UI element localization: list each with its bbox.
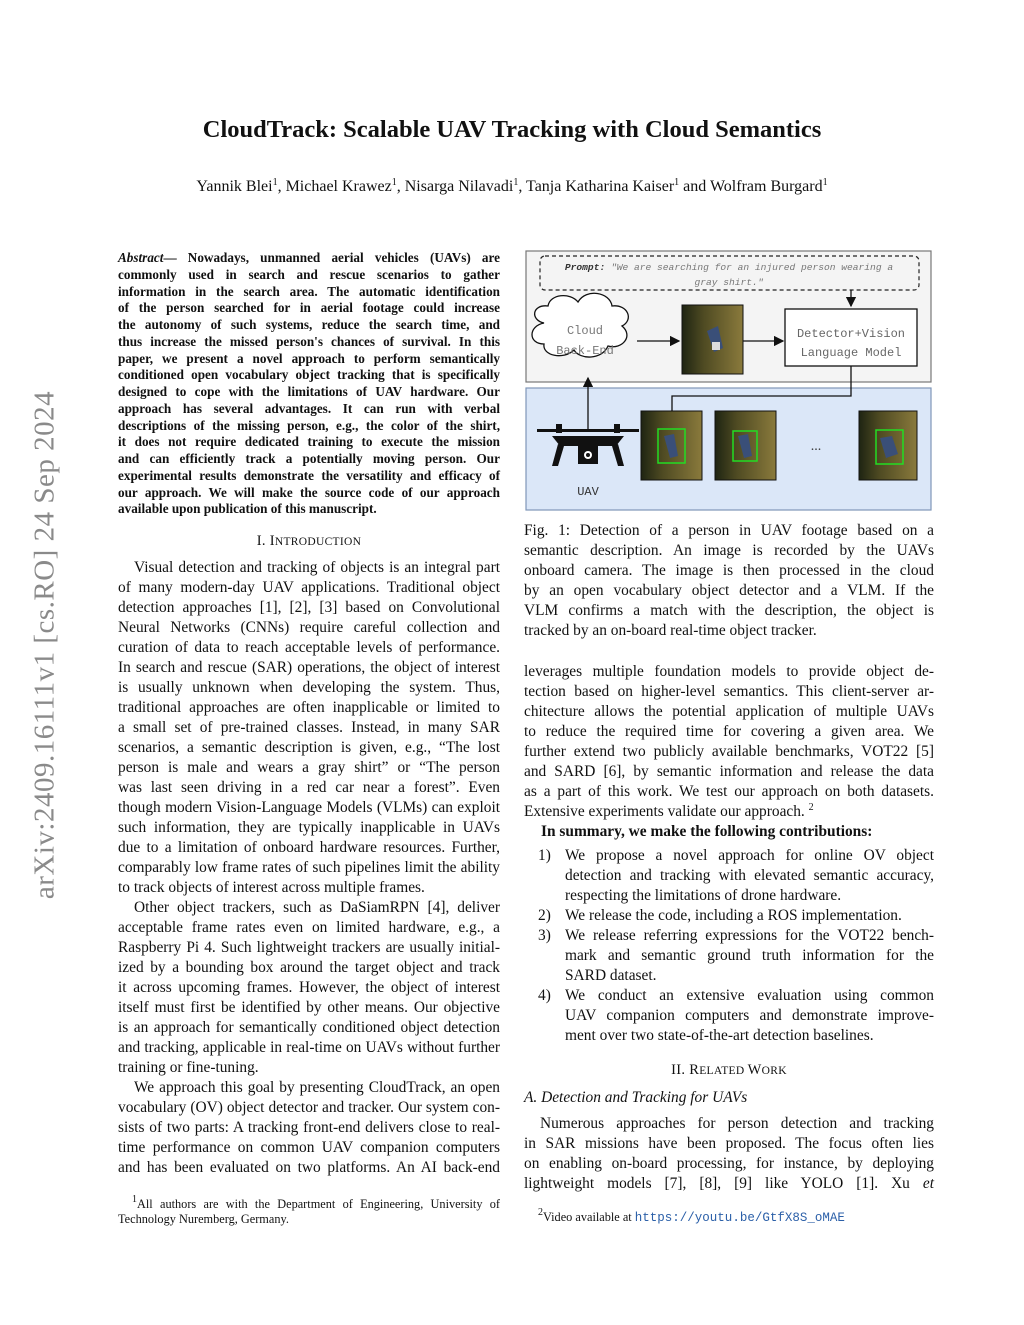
item-text (565, 926, 934, 986)
aerial-image (682, 305, 743, 374)
text-line: as a part of this work. We test our approach on both datasets. (524, 783, 934, 800)
text-line: acceptable frame rates even on limited hardware, e.g., a (118, 919, 500, 936)
item-number: 3) (538, 927, 551, 944)
item-number: 4) (538, 987, 551, 1004)
footnote-ref[interactable]: 2 (808, 802, 814, 813)
footnote-text: All authors are with the Department of Engineering, University of (137, 1197, 500, 1211)
text-line: Neural Networks (CNNs) require careful collection and (118, 619, 500, 636)
cloud-label: Cloud (566, 324, 604, 338)
text-line: further extend two publicly available benchmarks, VOT22 [5] (524, 743, 934, 760)
author-name: Tanja Katharina Kaiser (526, 178, 675, 195)
section-number: I. (256, 533, 270, 549)
prompt-line-1 (565, 262, 893, 273)
section-heading-introduction (118, 533, 500, 550)
footnote-marker: 1 (132, 1194, 137, 1205)
abstract-text: — Nowadays, unmanned aerial vehicles (UAVs) are (163, 250, 500, 265)
affiliation-marker: 1 (513, 177, 519, 188)
text-line: semantic description. An image is recorded by the UAVs (524, 542, 934, 559)
prompt-text: "We are searching for an injured person wearing a (610, 262, 894, 273)
affiliation-marker: 1 (272, 177, 278, 188)
abstract (118, 250, 500, 518)
text-line: Visual detection and tracking of objects is an integral part (134, 559, 500, 576)
heading-text: ORK (761, 1065, 787, 1077)
detector-label: Language Model (800, 346, 902, 360)
paragraph (118, 1078, 500, 1178)
text-line: time performance on common UAV companion computers (118, 1139, 500, 1156)
text-line: our approach. We will make the source code of our approach (118, 484, 500, 500)
author-name: Wolfram Burgard (709, 178, 823, 195)
text-line (524, 1174, 934, 1194)
text-line: We propose a novel approach for online OV object (565, 847, 934, 864)
text-line: commonly used in search and rescue scenarios to gather (118, 266, 500, 282)
text-line: Other object trackers, such as DaSiamRPN [4], deliver (134, 899, 500, 916)
item-text (565, 906, 934, 926)
text-line: the autonomy of such systems, reduce the search time, and (118, 317, 500, 332)
section-heading-related-work (524, 1062, 934, 1079)
abstract-body (118, 267, 500, 518)
text-line: Fig. 1: Detection of a person in UAV footage based on a (524, 522, 934, 539)
cloud-label: Back-End (556, 344, 614, 358)
detector-label: Detector+Vision (796, 327, 906, 341)
text-line (524, 802, 934, 822)
author-separator: , (518, 178, 527, 195)
contribution-item (524, 986, 934, 1046)
text-line: to track objects of interest across multiple frames. (118, 879, 425, 896)
text-line: was last seen driving in a red car near a forest”. Even (118, 779, 500, 796)
section-number: II. (671, 1062, 690, 1078)
author-name: Nisarga Nilavadi (404, 178, 514, 195)
text-line: conditioned open vocabulary object tracking that is specifically (118, 367, 500, 383)
footnote-video (524, 1207, 934, 1225)
text-line: We release referring expressions for the VOT22 bench- (565, 927, 934, 944)
figure-caption (524, 521, 934, 641)
text-line: information in the search area. The automatic identification (118, 283, 500, 299)
text-line: training or fine-tuning. (118, 1059, 259, 1076)
footnote-line (118, 1194, 500, 1212)
text-line: We release the code, including a ROS implementation. (565, 907, 902, 924)
heading-text: ELATED (699, 1065, 748, 1077)
text-line: chitecture allows the potential application of multiple UAVs (524, 703, 934, 720)
abstract-label: Abstract (118, 250, 164, 265)
paragraph (524, 662, 934, 822)
tracked-frame (641, 411, 702, 480)
prompt-line-2: gray shirt." (694, 277, 764, 288)
paragraph-lines (524, 1114, 934, 1174)
text-line: respecting the limitations of drone hardware. (565, 887, 842, 904)
text-line: paper, we present a novel approach to perform semantically (118, 350, 500, 366)
text-line: designed to cope with the limitations of UAV hardware. Our (118, 384, 500, 399)
text-line: mark and semantic ground truth information for the (565, 947, 934, 964)
text-line: a small set of pre-trained classes. Instead, in many SAR (118, 719, 500, 736)
affiliation-marker: 1 (391, 177, 397, 188)
text-line: and has been evaluated on two platforms. An AI back-end (118, 1159, 500, 1176)
text-line: ized by a bounding box around the target object and track (118, 959, 500, 976)
text-line: available upon publication of this manuscript. (118, 501, 377, 517)
figure-1-diagram (524, 248, 934, 514)
item-number: 1) (538, 847, 551, 864)
paragraph-lines (524, 662, 934, 802)
author-separator: and (679, 178, 710, 195)
text-line: thus increase the missed person's chances of survival. In this (118, 333, 500, 349)
text-line: Raspberry Pi 4. Such lightweight trackers are usually initial- (118, 939, 500, 956)
text-line: approach has several advantages. It can run with verbal (118, 400, 500, 416)
contributions-lead: In summary, we make the following contributions: (541, 823, 873, 840)
heading-text: NTRODUCTION (274, 536, 362, 548)
text-line: of the person searched for in aerial footage could increase (118, 300, 500, 316)
heading-text: R (689, 1062, 700, 1078)
text-line: VLM confirms a match with the description, the object is (524, 602, 934, 619)
text-line: vocabulary (OV) object detector and tracker. Our system con- (118, 1099, 500, 1116)
text-line: ment over two state-of-the-art detection baselines. (565, 1027, 874, 1044)
paper-title: CloudTrack: Scalable UAV Tracking with Cloud Semantics (202, 116, 822, 143)
text-line: Numerous approaches for person detection and tracking (540, 1115, 934, 1132)
paragraph (118, 898, 500, 1078)
text-line: by an open vocabulary object detector and a VLM. If the (524, 582, 934, 599)
text-line: to reduce the required time for covering a given area. We (524, 723, 934, 740)
text-line: and can efficiently track a potentially moving person. Our (118, 451, 500, 466)
item-text (565, 846, 934, 906)
text-line: experimental results demonstrate the versatility and efficacy of (118, 467, 500, 483)
item-number: 2) (538, 907, 551, 924)
text-line: detection approaches [1], [2], [3] based on Convolutional (118, 599, 500, 616)
author-separator: , (396, 178, 405, 195)
text-line: onboard camera. The image is then processed in the cloud (524, 562, 934, 579)
contribution-item (524, 926, 934, 986)
ellipsis: ... (810, 439, 822, 454)
abstract-first-line (118, 250, 500, 267)
text-line: is usually unknown when developing the system. Thus, (118, 679, 500, 696)
author-separator: , (277, 178, 286, 195)
contribution-item (524, 906, 934, 926)
footnote-line: Technology Nuremberg, Germany. (118, 1212, 289, 1226)
text: Extensive experiments validate our approach. (524, 803, 809, 820)
text-line: and tracking, applicable in real-time on UAVs without further (118, 1039, 500, 1056)
text-line: due to a limitation of onboard hardware resources. Further, (118, 839, 500, 856)
tracked-frame (859, 411, 917, 480)
affiliation-marker: 1 (822, 177, 828, 188)
author-name: Michael Krawez (285, 178, 392, 195)
text-line: comparably low frame rates of such pipelines limit the ability (118, 859, 500, 876)
text-line: leverages multiple foundation models to provide object de- (524, 663, 934, 680)
text-line: scenarios, a semantic description is given, e.g., “The lost (118, 739, 500, 756)
text-line: UAV companion computers and demonstrate improve- (565, 1007, 934, 1024)
text-line: person is male and wears a gray shirt” or “The person (118, 759, 500, 776)
text-line: sists of two parts: A tracking front-end delivers close to real- (118, 1119, 500, 1136)
tracked-frame (715, 411, 776, 480)
text-line: We approach this goal by presenting CloudTrack, an open (134, 1079, 500, 1096)
text-line: on enabling on-board processing, for instance, by deploying (524, 1155, 934, 1172)
author-list (0, 178, 1024, 196)
text-line: and SARD [6], by semantic information and release the data (524, 763, 934, 780)
text-line: is an approach for semantically conditioned object detection (118, 1019, 500, 1036)
paragraph (118, 558, 500, 898)
text-line: traditional approaches are often inapplicable or limited to (118, 699, 500, 716)
footnote-text: Video available at (543, 1210, 635, 1224)
contribution-item (524, 846, 934, 906)
text: lightweight models [7], [8], [9] like YOLO [1]. Xu (524, 1175, 910, 1192)
text-line: In search and rescue (SAR) operations, the object of interest (118, 659, 500, 676)
subsection-heading: A. Detection and Tracking for UAVs (524, 1089, 748, 1106)
text-line: in SAR missions have been proposed. The focus often lies (524, 1135, 934, 1152)
footnote-marker: 2 (538, 1207, 543, 1218)
footnote-line (524, 1207, 934, 1225)
text-line: detection and tracking with elevated semantic accuracy, (565, 867, 934, 884)
video-link[interactable]: https://youtu.be/GtfX8S_oMAE (634, 1211, 845, 1225)
text-line: itself must first be identified by other means. Our objective (118, 999, 500, 1016)
author-name: Yannik Blei (196, 178, 273, 195)
item-text (565, 986, 934, 1046)
text-line: curation of data to reach acceptable levels of performance. (118, 639, 500, 656)
text-line: it across upcoming frames. However, the object of interest (118, 979, 500, 996)
text-line: We conduct an extensive evaluation using common (565, 987, 934, 1004)
heading-text: I (269, 533, 275, 549)
text-line: though modern Vision-Language Models (VLMs) can exploit (118, 799, 500, 816)
text-line: descriptions of the missing person, e.g., the color of the shirt, (118, 417, 500, 433)
affiliation-marker: 1 (674, 177, 680, 188)
prompt-label: Prompt: (564, 262, 606, 273)
text-line: tection based on higher-level semantics. This client-server ar- (524, 683, 934, 700)
text: et (922, 1175, 934, 1192)
uav-label: UAV (577, 485, 599, 499)
text-line: tracked by an on-board real-time object tracker. (524, 622, 817, 639)
text-line: it does not require dedicated training to execute the mission (118, 434, 500, 450)
text-line: of many modern-day UAV applications. Traditional object (118, 579, 500, 596)
text-line: SARD dataset. (565, 967, 657, 984)
arxiv-identifier: arXiv:2409.16111v1 [cs.RO] 24 Sep 2024 (28, 390, 61, 900)
heading-text: W (747, 1062, 762, 1078)
paragraph (524, 1114, 934, 1194)
text-line: such information, they are typically inapplicable in UAVs (118, 819, 500, 836)
footnote-affiliation (118, 1194, 500, 1227)
